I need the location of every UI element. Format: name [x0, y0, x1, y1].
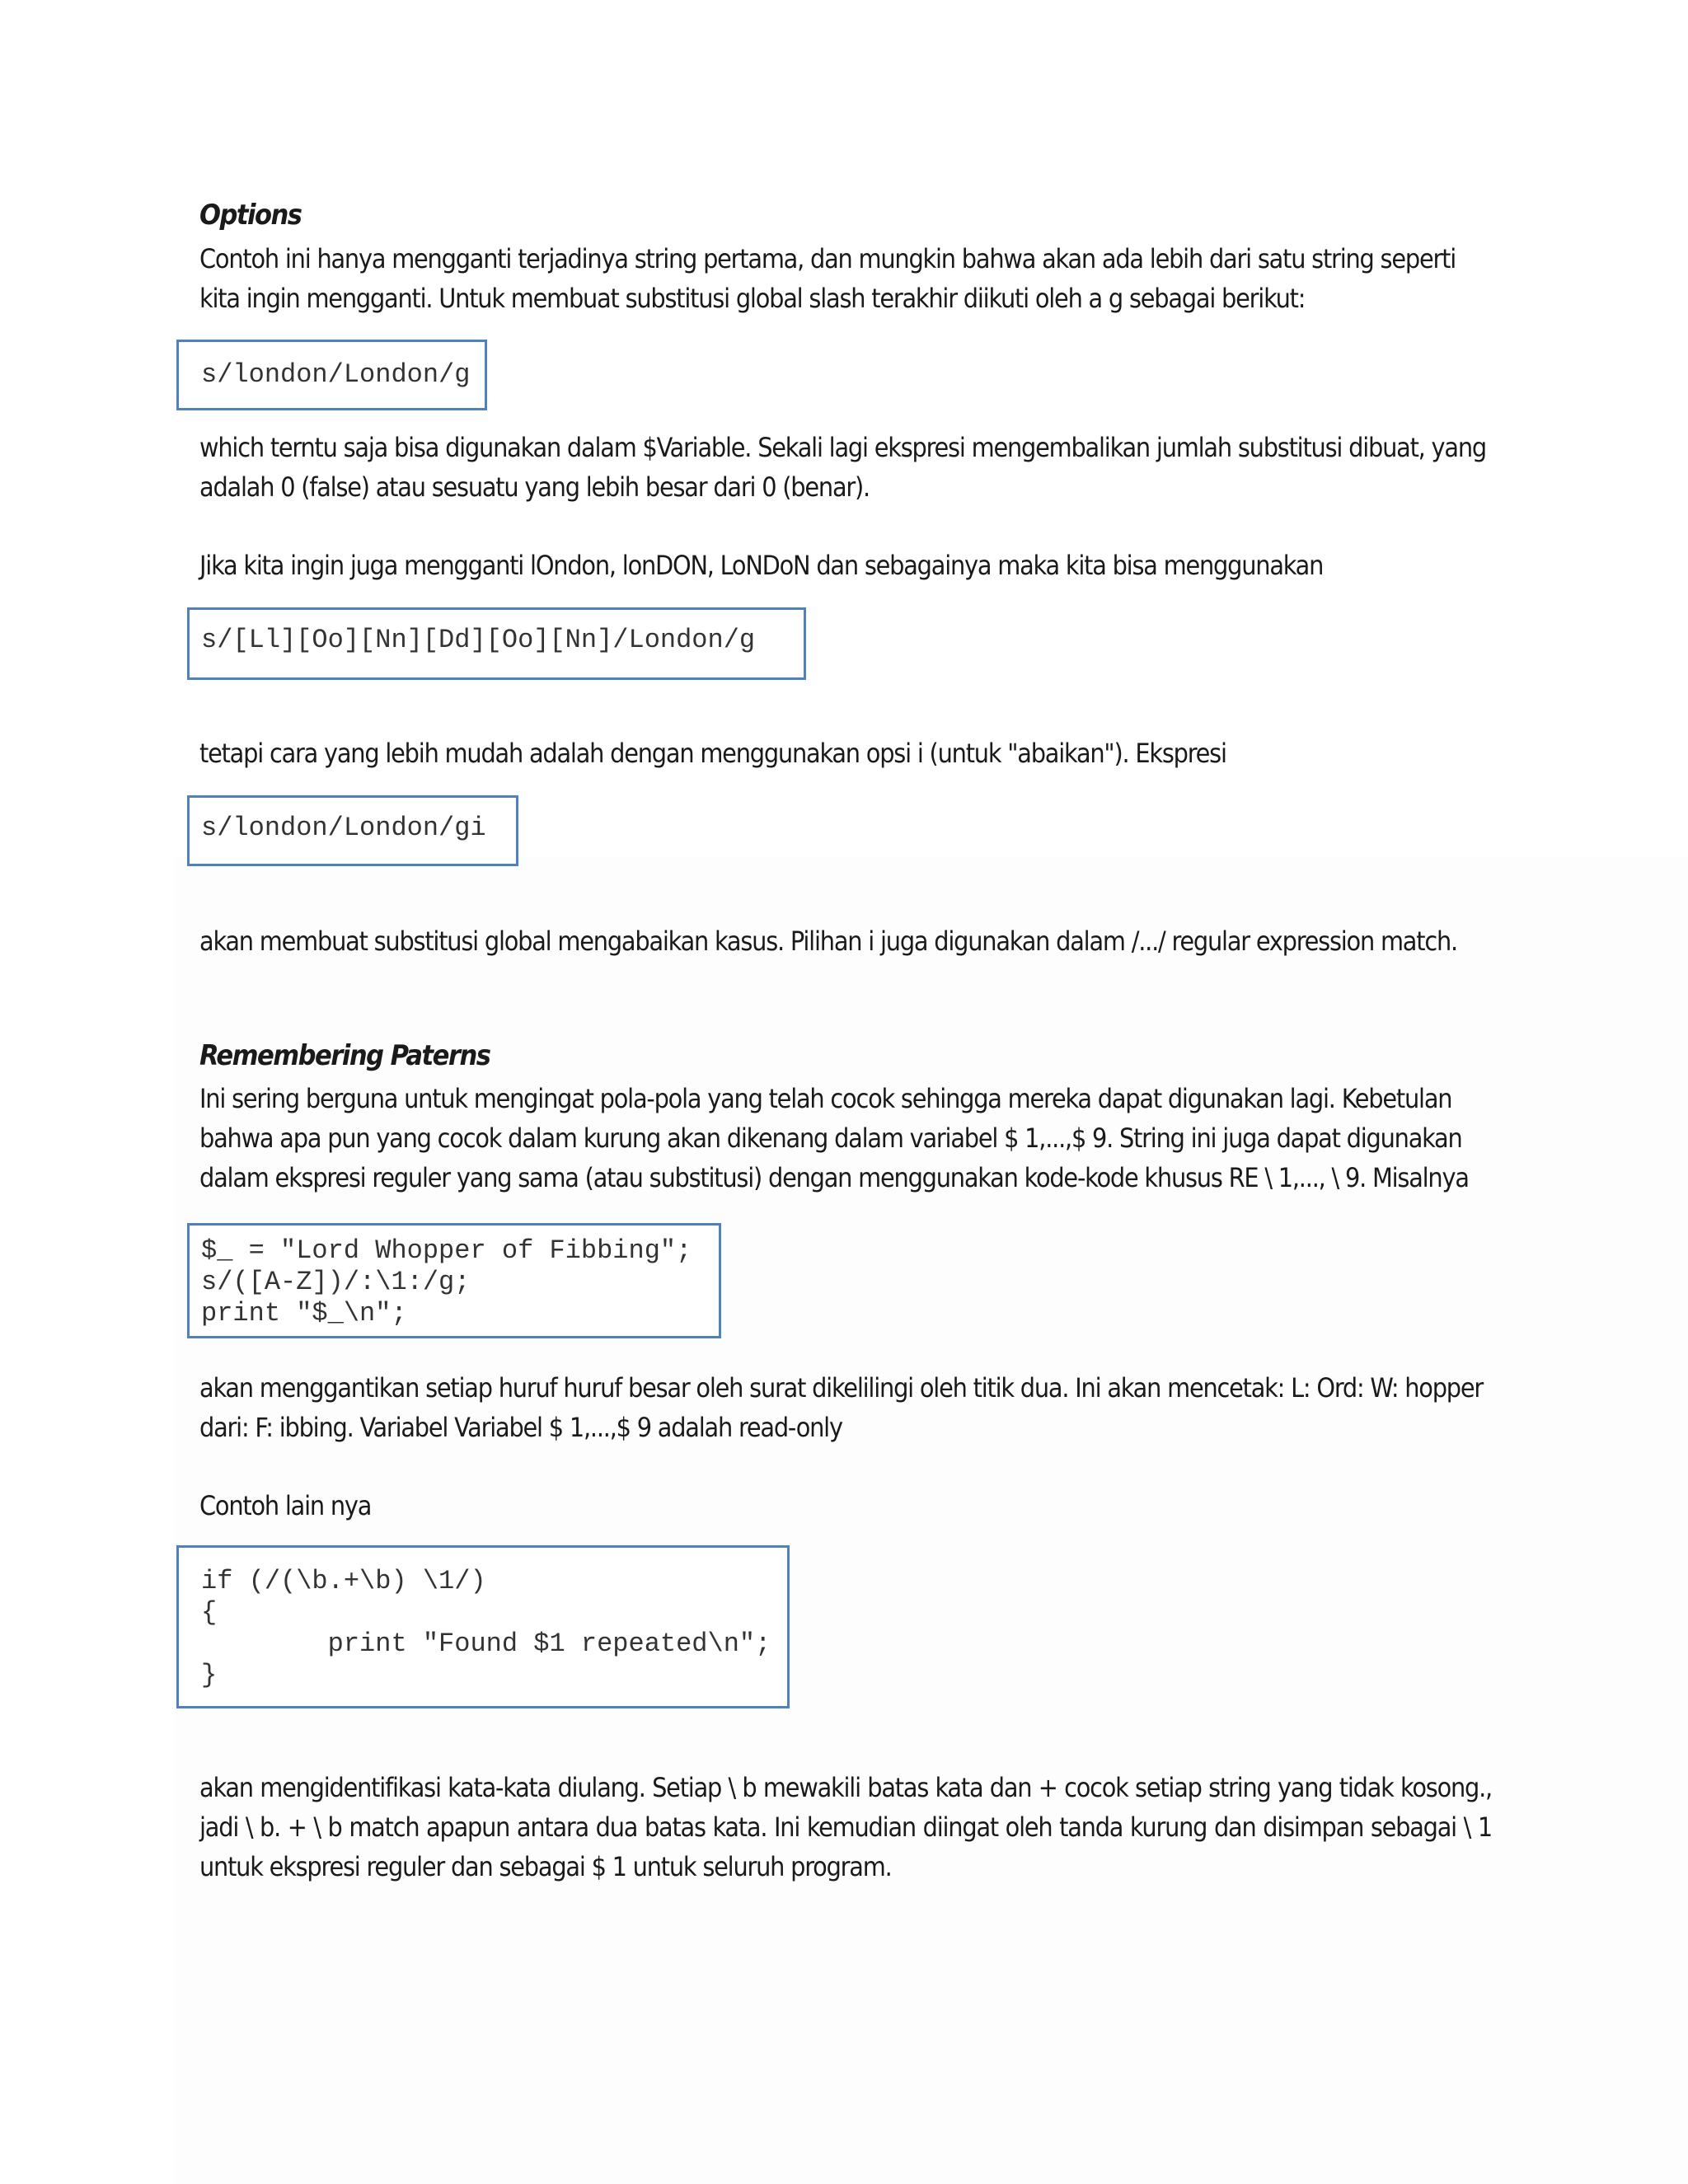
code-block-ignore-case: s/london/London/gi	[187, 795, 518, 866]
code-line: }	[201, 1660, 218, 1690]
remembering-intro-paragraph: Ini sering berguna untuk mengingat pola-pola yang telah cocok sehingga mereka dapat digunakan lagi. Kebetulan bahwa apa pun yang cocok dalam kurung akan dikenang dalam variabel $ 1,...,$ 9. String ini juga dapat digunakan dalam ekspresi reguler yang sama (atau substitusi) dengan menggunakan kode-kode khusus RE \ 1,..., \ 9. Misalnya	[199, 1083, 1469, 1193]
uppercase-replacement-paragraph: akan menggantikan setiap huruf huruf besar oleh surat dikelilingi oleh titik dua. Ini akan mencetak: L: Ord: W: hopper dari: F: ibbing. Variabel Variabel $ 1,...,$ 9 adalah read-only	[199, 1372, 1484, 1443]
ignore-option-paragraph: tetapi cara yang lebih mudah adalah dengan menggunakan opsi i (untuk "abaikan"). Ekspresi	[199, 738, 1226, 769]
code-line: if (/(\b.+\b) \1/)	[201, 1566, 486, 1596]
global-ignore-case-paragraph: akan membuat substitusi global mengabaikan kasus. Pilihan i juga digunakan dalam /.../ regular expression match.	[199, 926, 1457, 957]
code-line: print "$_\n";	[201, 1298, 407, 1329]
options-intro-paragraph: Contoh ini hanya mengganti terjadinya string pertama, dan mungkin bahwa akan ada lebih dari satu string seperti kita ingin mengganti. Untuk membuat substitusi global slash terakhir diikuti oleh a g sebagai berikut:	[199, 243, 1456, 314]
code-line: {	[201, 1597, 218, 1628]
another-example-paragraph: Contoh lain nya	[199, 1490, 372, 1521]
code-block-lord-whopper	[187, 1223, 721, 1338]
section-title-options: Options	[199, 199, 302, 232]
section-title-remembering-patterns: Remembering Paterns	[199, 1039, 490, 1072]
variable-explanation-paragraph: which terntu saja bisa digunakan dalam $Variable. Sekali lagi ekspresi mengembalikan jumlah substitusi dibuat, yang adalah 0 (false) atau sesuatu yang lebih besar dari 0 (benar).	[199, 432, 1486, 503]
code-block-character-classes: s/[Ll][Oo][Nn][Dd][Oo][Nn]/London/g	[187, 607, 806, 680]
code-line: $_ = "Lord Whopper of Fibbing";	[201, 1235, 692, 1266]
code-line: print "Found $1 repeated\n";	[201, 1629, 771, 1659]
case-variants-paragraph: Jika kita ingin juga mengganti lOndon, lonDON, LoNDoN dan sebagainya maka kita bisa menggunakan	[199, 550, 1324, 581]
word-boundary-explanation-paragraph: akan mengidentifikasi kata-kata diulang. Setiap \ b mewakili batas kata dan + cocok setiap string yang tidak kosong., jadi \ b. + \ b match apapun antara dua batas kata. Ini kemudian diingat oleh tanda kurung dan disimpan sebagai \ 1 untuk ekspresi reguler dan sebagai $ 1 untuk seluruh program.	[199, 1772, 1492, 1882]
code-line: s/([A-Z])/:\1:/g;	[201, 1267, 471, 1297]
code-block-global-substitution: s/london/London/g	[176, 340, 487, 410]
code-block-repeated-word	[176, 1545, 790, 1708]
